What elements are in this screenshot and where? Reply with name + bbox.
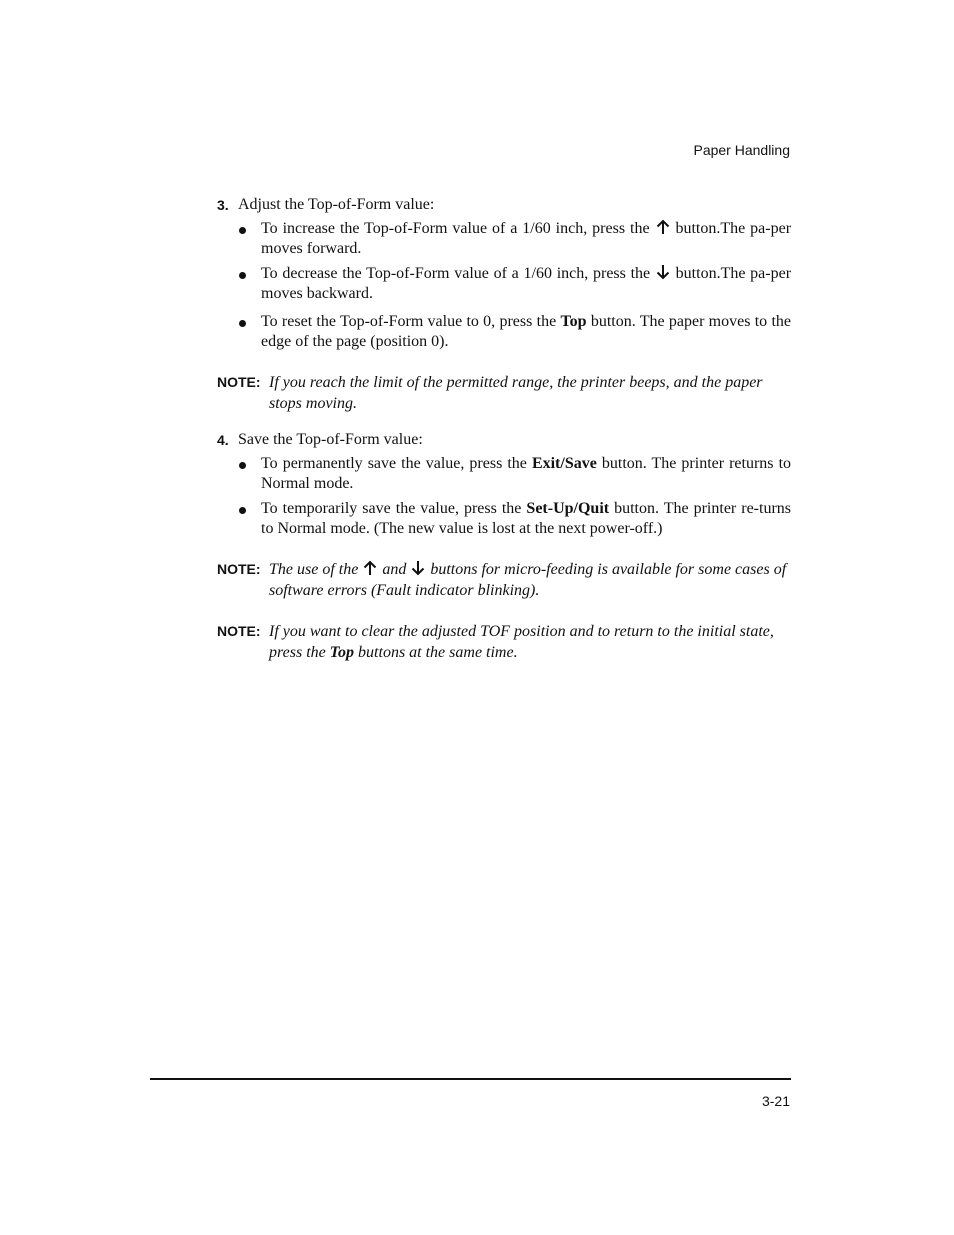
- bullet-icon: [239, 227, 246, 234]
- up-arrow-icon: [656, 219, 670, 235]
- step-4: [217, 430, 791, 450]
- note-label: NOTE:: [217, 561, 261, 577]
- list-item: To increase the Top-of-Form value of a 1/60 inch, press the button.The pa-per moves forward.: [261, 219, 791, 259]
- note-2: NOTE: The use of the and buttons for micro-feeding is available for some cases of software errors (Fault indicator blinking).: [217, 561, 787, 599]
- up-arrow-icon: [363, 560, 377, 576]
- button-name: Set-Up/Quit: [526, 500, 610, 517]
- step-text: Save the Top-of-Form value:: [238, 431, 423, 448]
- down-arrow-icon: [411, 560, 425, 576]
- page-content: [217, 195, 791, 663]
- note-text: If you reach the limit of the permitted range, the printer beeps, and the paper stops moving.: [269, 374, 763, 412]
- bullet-list: [217, 454, 791, 539]
- step-number: 3.: [217, 197, 229, 213]
- note-1: [217, 372, 791, 414]
- list-item: To permanently save the value, press the Exit/Save button. The printer returns to Normal mode.: [261, 454, 791, 494]
- list-item: To decrease the Top-of-Form value of a 1/60 inch, press the button.The pa-per moves backward.: [261, 264, 791, 304]
- button-name: Top: [329, 644, 355, 661]
- bullet-icon: [239, 272, 246, 279]
- note-label: NOTE:: [217, 623, 261, 639]
- note-label: NOTE:: [217, 374, 261, 390]
- page-number: 3-21: [761, 1093, 790, 1109]
- footer-divider: [150, 1078, 791, 1080]
- running-header: Paper Handling: [693, 142, 790, 158]
- bullet-icon: [239, 320, 246, 327]
- list-item: To reset the Top-of-Form value to 0, press the Top button. The paper moves to the edge of the page (position 0).: [261, 312, 791, 352]
- bullet-icon: [239, 507, 246, 514]
- note-3: NOTE: If you want to clear the adjusted TOF position and to return to the initial state, press the Top buttons at the same time.: [217, 623, 774, 661]
- button-name: Top: [560, 313, 587, 330]
- step-3: [217, 195, 791, 215]
- button-name: Exit/Save: [531, 455, 597, 472]
- list-item: To temporarily save the value, press the Set-Up/Quit button. The printer re-turns to Normal mode. (The new value is lost at the next power-off.): [261, 499, 791, 539]
- bullet-icon: [239, 462, 246, 469]
- bullet-list: [217, 219, 791, 352]
- step-number: 4.: [217, 432, 229, 448]
- down-arrow-icon: [656, 264, 670, 280]
- step-text: Adjust the Top-of-Form value:: [238, 196, 435, 213]
